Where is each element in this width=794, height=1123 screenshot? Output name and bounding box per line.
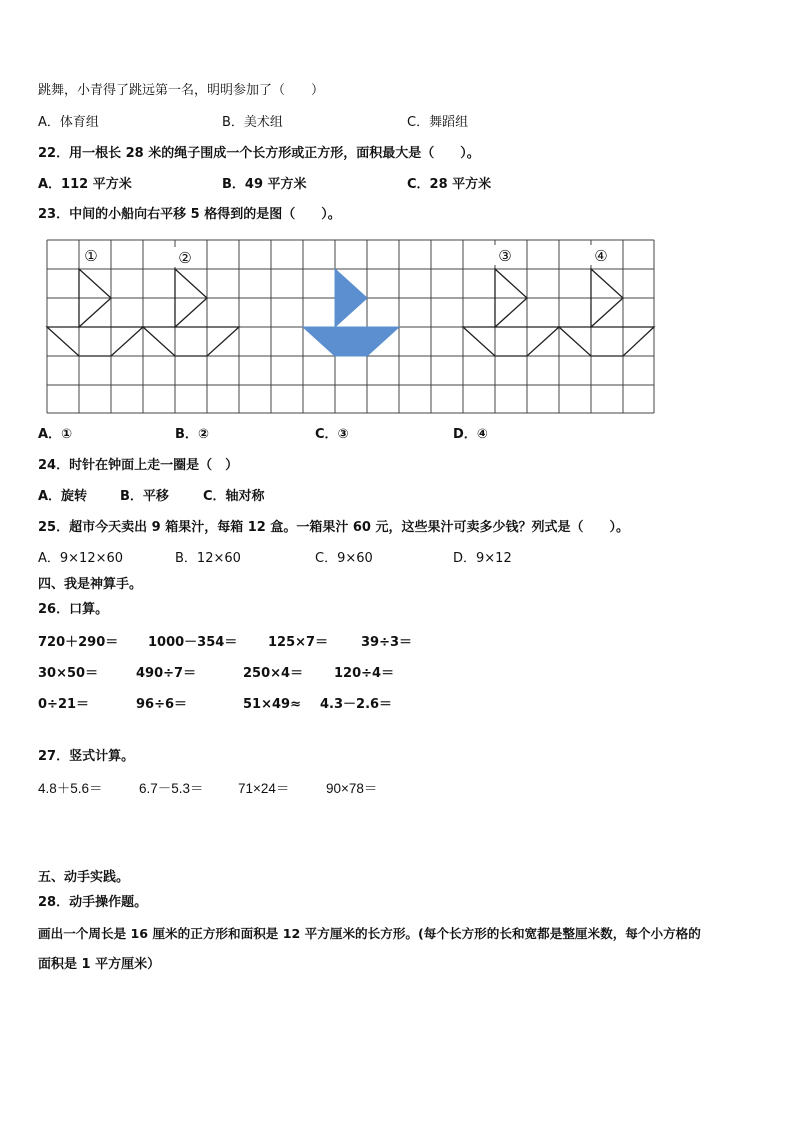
boat-label-1: ① — [84, 247, 98, 265]
q22-option-a: A．112 平方米 — [38, 177, 132, 192]
q26-r2-c4: 120÷4＝ — [334, 666, 395, 681]
q26-r2-c3: 250×4＝ — [243, 666, 304, 681]
q26-stem: 26．口算。 — [38, 602, 109, 617]
q23-option-b: B．② — [175, 427, 209, 442]
q21-option-a: A．体育组 — [38, 115, 99, 130]
q26-r1-c2: 1000－354＝ — [148, 635, 238, 650]
q26-r3-c2: 96÷6＝ — [136, 697, 188, 712]
q24-option-a: A．旋转 — [38, 489, 88, 504]
q25-option-d: D．9×12 — [453, 551, 512, 566]
q23-stem: 23．中间的小船向右平移 5 格得到的是图（ ）。 — [38, 207, 341, 222]
q23-option-a: A．① — [38, 427, 73, 442]
q22-option-c: C．28 平方米 — [407, 177, 492, 192]
boat-option-2 — [143, 269, 239, 356]
q26-r1-c1: 720＋290＝ — [38, 635, 119, 650]
q21-stem-tail: 跳舞，小青得了跳远第一名，明明参加了（ ） — [38, 83, 325, 98]
section5-title: 五、动手实践。 — [38, 870, 130, 885]
q24-option-c: C．轴对称 — [203, 489, 265, 504]
q27-item-1: 4.8＋5.6＝ — [38, 781, 103, 796]
q27-item-3: 71×24＝ — [238, 781, 290, 796]
q28-text-line-2: 面积是 1 平方厘米） — [38, 957, 161, 972]
q25-stem: 25．超市今天卖出 9 箱果汁，每箱 12 盒。一箱果汁 60 元，这些果汁可卖多少钱？列式是（ ）。 — [38, 520, 629, 535]
q22-option-b: B．49 平方米 — [222, 177, 307, 192]
q23-option-c: C．③ — [315, 427, 349, 442]
q25-option-a: A．9×12×60 — [38, 551, 124, 566]
q26-r3-c3: 51×49≈ — [243, 697, 301, 712]
q26-r2-c1: 30×50＝ — [38, 666, 99, 681]
q28-text-line-1: 画出一个周长是 16 厘米的正方形和面积是 12 平方厘米的长方形。(每个长方形的长和宽都是整厘米数，每个小方格的 — [38, 926, 701, 941]
boat-label-4: ④ — [594, 247, 608, 265]
q21-option-b: B．美术组 — [222, 115, 283, 130]
q27-item-2: 6.7－5.3＝ — [139, 781, 204, 796]
q24-option-b: B．平移 — [120, 489, 169, 504]
q27-item-4: 90×78＝ — [326, 781, 378, 796]
q28-stem: 28．动手操作题。 — [38, 895, 148, 910]
boat-original — [303, 269, 399, 356]
q21-option-c: C．舞蹈组 — [407, 115, 469, 130]
q26-r1-c3: 125×7＝ — [268, 635, 329, 650]
q26-r2-c2: 490÷7＝ — [136, 666, 197, 681]
q27-stem: 27．竖式计算。 — [38, 749, 135, 764]
boat-option-3 — [463, 269, 559, 356]
boat-label-2: ② — [178, 249, 192, 267]
q23-option-d: D．④ — [453, 427, 488, 442]
q23-boat-grid-figure — [40, 232, 660, 418]
q26-r1-c4: 39÷3＝ — [361, 635, 413, 650]
q26-r3-c1: 0÷21＝ — [38, 697, 90, 712]
boat-label-3: ③ — [498, 247, 512, 265]
boat-option-4 — [559, 269, 654, 356]
section4-title: 四、我是神算手。 — [38, 577, 143, 592]
q25-option-b: B．12×60 — [175, 551, 241, 566]
boat-option-1 — [47, 269, 143, 356]
q26-r3-c4: 4.3－2.6＝ — [320, 697, 393, 712]
q25-option-c: C．9×60 — [315, 551, 373, 566]
q22-stem: 22．用一根长 28 米的绳子围成一个长方形或正方形，面积最大是（ ）。 — [38, 146, 480, 161]
q24-stem: 24．时针在钟面上走一圈是（ ） — [38, 458, 239, 473]
